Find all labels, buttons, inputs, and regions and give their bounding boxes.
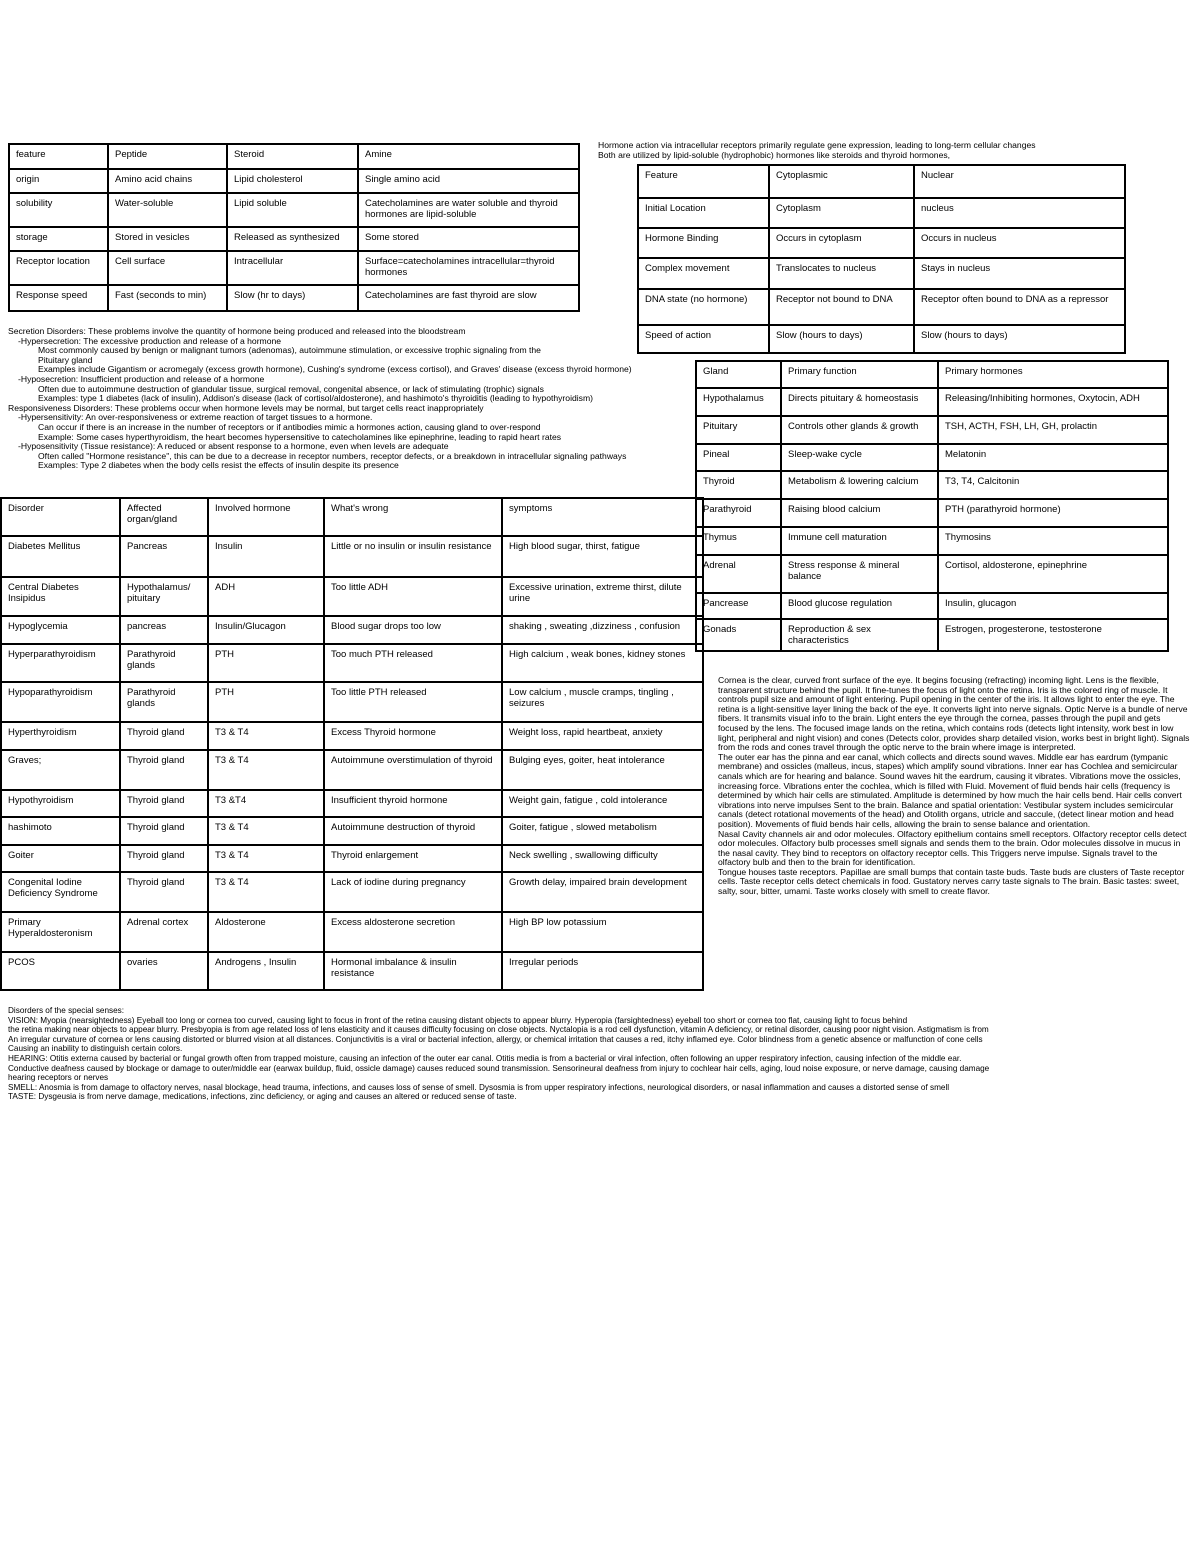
table-cell: Thyroid gland (120, 722, 208, 750)
table-cell: Lipid soluble (227, 193, 358, 227)
note-line: Pituitary gland (38, 354, 93, 365)
receptor-row (638, 228, 1125, 258)
table-cell: Releasing/Inhibiting hormones, Oxytocin, ADH (938, 388, 1168, 416)
table-cell: Autoimmune destruction of thyroid (324, 817, 502, 845)
disorder-row (1, 872, 703, 912)
table-cell: Slow (hours to days) (914, 325, 1125, 353)
table-cell: Insufficient thyroid hormone (324, 790, 502, 817)
table-cell: ovaries (120, 952, 208, 990)
disorder-note-line: hearing receptors or nerves (8, 1073, 109, 1083)
table-cell: PCOS (1, 952, 120, 990)
table-cell: High blood sugar, thirst, fatigue (502, 536, 703, 577)
table-cell: Surface=catecholamines intracellular=thyroid hormones (358, 251, 579, 285)
table-cell: Fast (seconds to min) (108, 285, 227, 311)
table-cell: Excessive urination, extreme thirst, dilute urine (502, 577, 703, 616)
disorder-note-line: Disorders of the special senses: (8, 1006, 125, 1015)
table-cell: Initial Location (638, 198, 769, 228)
gland-row (696, 471, 1168, 499)
table-cell: pancreas (120, 616, 208, 644)
table-cell: Hormonal imbalance & insulin resistance (324, 952, 502, 990)
table-cell: Insulin/Glucagon (208, 616, 324, 644)
table-cell: Complex movement (638, 258, 769, 289)
table-cell: Some stored (358, 227, 579, 251)
table-cell: Bulging eyes, goiter, heat intolerance (502, 750, 703, 790)
table-cell: Cytoplasm (769, 198, 914, 228)
table-cell: Response speed (9, 285, 108, 311)
gland-row (696, 444, 1168, 471)
table-cell: nucleus (914, 198, 1125, 228)
table-cell: PTH (208, 644, 324, 682)
table-cell: Thyroid gland (120, 817, 208, 845)
table-cell: Immune cell maturation (781, 527, 938, 555)
receptor-intro (598, 141, 1198, 160)
hormone-row (9, 251, 579, 285)
note-line: Examples: type 1 diabetes (lack of insulin), Addison's disease (lack of cortisol/aldosterone), and hashimoto's thyroiditis (leading to hypothyroidism) (38, 393, 593, 404)
gland-row-header (696, 361, 1168, 388)
table-cell: Excess aldosterone secretion (324, 912, 502, 952)
table-cell: Metabolism & lowering calcium (781, 471, 938, 499)
table-cell: Stored in vesicles (108, 227, 227, 251)
table-cell: Adrenal (696, 555, 781, 593)
table-cell: Reproduction & sex characteristics (781, 619, 938, 651)
gland-row (696, 555, 1168, 593)
table-cell: Sleep-wake cycle (781, 444, 938, 471)
table-cell: Slow (hours to days) (769, 325, 914, 353)
table-cell: Hormone Binding (638, 228, 769, 258)
table-cell: Primary Hyperaldosteronism (1, 912, 120, 952)
table-cell: solubility (9, 193, 108, 227)
disorder-row (1, 790, 703, 817)
table-cell: PTH (parathyroid hormone) (938, 499, 1168, 527)
table-cell: Melatonin (938, 444, 1168, 471)
table-cell: origin (9, 169, 108, 193)
column-header: Cytoplasmic (769, 165, 914, 198)
table-cell: Parathyroid glands (120, 644, 208, 682)
disorder-note-line: SMELL: Anosmia is from damage to olfactory nerves, nasal blockage, head trauma, infections, and causes loss of sense of smell. Dysosmia is from upper respiratory infections, neurological disorders, or nasal inflammation and causes a distorted sense of smell (8, 1082, 950, 1092)
gland-row (696, 619, 1168, 651)
column-header: Involved hormone (208, 498, 324, 536)
table-cell: Hypoparathyroidism (1, 682, 120, 722)
table-cell: Excess Thyroid hormone (324, 722, 502, 750)
table-cell: Directs pituitary & homeostasis (781, 388, 938, 416)
table-cell: Intracellular (227, 251, 358, 285)
hormone-row (9, 227, 579, 251)
table-cell: High BP low potassium (502, 912, 703, 952)
note-line: Responsiveness Disorders: These problems occur when hormone levels may be normal, but target cells react inappropriately (8, 402, 484, 413)
table-cell: Amino acid chains (108, 169, 227, 193)
note-line: Examples: Type 2 diabetes when the body cells resist the effects of insulin despite its presence (38, 460, 399, 471)
table-cell: Goiter (1, 845, 120, 872)
table-cell: Pancrease (696, 593, 781, 619)
table-cell: Too little ADH (324, 577, 502, 616)
receptor-intro-line: Hormone action via intracellular receptors primarily regulate gene expression, leading to long-term cellular changes (598, 140, 1036, 150)
table-cell: Weight gain, fatigue , cold intolerance (502, 790, 703, 817)
hormone-row-header (9, 144, 579, 169)
senses-paragraph: Nasal Cavity channels air and odor molecules. Olfactory epithelium contains smell receptors. Olfactory receptor cells detect odor molecules. Olfactory bulb processes smell signals and sends them to the brain. Odor molecules dissolve in mucus in the nasal cavity. They bind to receptors on olfactory receptor cells. This Triggers nerve impulse. Signals travel to the olfactory bulb and then to the brain for identification. (718, 828, 1187, 868)
disorder-row (1, 577, 703, 616)
table-cell: Goiter, fatigue , slowed metabolism (502, 817, 703, 845)
disorder-row (1, 845, 703, 872)
column-header: Steroid (227, 144, 358, 169)
column-header: Peptide (108, 144, 227, 169)
table-cell: Insulin, glucagon (938, 593, 1168, 619)
table-cell: Diabetes Mellitus (1, 536, 120, 577)
column-header: symptoms (502, 498, 703, 536)
note-line: Often called "Hormone resistance", this can be due to a decrease in receptor numbers, receptor defects, or a breakdown in intracellular signaling pathways (38, 450, 627, 461)
column-header: Disorder (1, 498, 120, 536)
receptor-row (638, 198, 1125, 228)
table-cell: Too little PTH released (324, 682, 502, 722)
column-header: Primary function (781, 361, 938, 388)
table-cell: Blood glucose regulation (781, 593, 938, 619)
senses-paragraph: Cornea is the clear, curved front surface of the eye. It begins focusing (refracting) incoming light. Lens is the flexible, transparent structure behind the pupil. It fine-tunes the focus of light onto the retina. Iris is the colored ring of muscle. It controls pupil size and amount of light entering. Pupil opening in the center of the iris. It allows light to enter the eye. The retina is a light-sensitive layer lining the back of the eye. It converts light into nerve signals. Optic Nerve is a bundle of nerve fibers. It transmits visual info to the brain. Light enters the eye through the cornea, passes through the pupil and gets focused by the lens. The focused image lands on the retina, which contains rods (detects light intensity, work best in low light, peripheral and night vision) and cones (Detects color, provides sharp detailed vision, works best in bright light). Signals from the rods and cones travel through the optic nerve to the brain where image is interpreted. (718, 675, 1190, 753)
table-cell: Receptor not bound to DNA (769, 289, 914, 325)
disorder-note-line: the retina making near objects to appear blurry. Presbyopia is from age related loss of lens elasticity and it causes difficulty focusing on close objects. Nyctalopia is a rod cell dysfunction, vitamin A deficiency, or retinal disorder, causing poor night vision. Astigmatism is from (8, 1025, 989, 1035)
gland-row (696, 499, 1168, 527)
column-header: Nuclear (914, 165, 1125, 198)
table-cell: Thyroid gland (120, 750, 208, 790)
table-cell: T3 & T4 (208, 722, 324, 750)
table-cell: TSH, ACTH, FSH, LH, GH, prolactin (938, 416, 1168, 444)
disorder-row-header (1, 498, 703, 536)
table-cell: storage (9, 227, 108, 251)
table-cell: Estrogen, progesterone, testosterone (938, 619, 1168, 651)
disorder-row (1, 952, 703, 990)
table-cell: Hyperparathyroidism (1, 644, 120, 682)
table-cell: Stays in nucleus (914, 258, 1125, 289)
table-cell: Slow (hr to days) (227, 285, 358, 311)
table-cell: Androgens , Insulin (208, 952, 324, 990)
table-cell: Low calcium , muscle cramps, tingling , seizures (502, 682, 703, 722)
disorder-note-line: Causing an inability to distinguish certain colors. (8, 1044, 183, 1054)
note-line: -Hyposensitivity (Tissue resistance): A reduced or absent response to a hormone, even when levels are adequate (18, 441, 449, 452)
disorder-row (1, 682, 703, 722)
table-cell: Pituitary (696, 416, 781, 444)
table-cell: Hypothalamus/ pituitary (120, 577, 208, 616)
special-senses-notes (718, 676, 1190, 897)
note-line: -Hypersecretion: The excessive production and release of a hormone (18, 335, 282, 346)
receptor-row-header (638, 165, 1125, 198)
disorder-row (1, 536, 703, 577)
table-cell: Speed of action (638, 325, 769, 353)
receptor-row (638, 289, 1125, 325)
disorder-row (1, 817, 703, 845)
senses-paragraph: The outer ear has the pinna and ear canal, which collects and directs sound waves. Middle ear has eardrum (tympanic membrane) and ossicles (malleus, incus, stapes) which amplify sound vibrations. Inner ear has Cochlea and semicircular canals which are for hearing and balance. Sound waves hit the eardrum, causing it vibrates. Vibrations move the ossicles, increasing force. Vibrations enter the cochlea, which is filled with Fluid. Movement of fluid bends hair cells (frequency is determined by which hair cells are stimulated. Amplitude is determined by how much the hair cells bend. Hair cells convert vibrations into nerve impulses Sent to the brain. Balance and spatial orientation: Vestibular system includes semicircular canals (detect rotational movements of the head) and Otolith organs, utricle and saccule, (detect linear motion and head position). Movements of fluid bends hair cells, allowing the brain to sense balance and orientation. (718, 751, 1182, 829)
table-cell: Occurs in cytoplasm (769, 228, 914, 258)
table-cell: Blood sugar drops too low (324, 616, 502, 644)
table-cell: Aldosterone (208, 912, 324, 952)
receptor-table (637, 164, 1126, 354)
table-cell: T3 & T4 (208, 845, 324, 872)
table-cell: Thyroid enlargement (324, 845, 502, 872)
table-cell: Translocates to nucleus (769, 258, 914, 289)
table-cell: Parathyroid glands (120, 682, 208, 722)
table-cell: Hypothyroidism (1, 790, 120, 817)
table-cell: Thyroid gland (120, 845, 208, 872)
table-cell: Thyroid gland (120, 872, 208, 912)
disorder-note-line: An irregular curvature of cornea or lens causing distorted or blurred vision at all distances. Conjunctivitis is a viral or bacterial infection, allergy, or chemical irritation that causes a red, itchy inflamed eye. Color blindness from a genetic absence or malfunction of cone cells (8, 1034, 983, 1044)
table-cell: Catecholamines are water soluble and thyroid hormones are lipid-soluble (358, 193, 579, 227)
table-cell: ADH (208, 577, 324, 616)
table-cell: Cell surface (108, 251, 227, 285)
gland-row (696, 527, 1168, 555)
secretion-disorders-notes (8, 327, 668, 471)
disorder-row (1, 644, 703, 682)
table-cell: Little or no insulin or insulin resistance (324, 536, 502, 577)
table-cell: Stress response & mineral balance (781, 555, 938, 593)
column-header: Feature (638, 165, 769, 198)
table-cell: Thymosins (938, 527, 1168, 555)
table-cell: Hyperthyroidism (1, 722, 120, 750)
column-header: Affected organ/gland (120, 498, 208, 536)
table-cell: Weight loss, rapid heartbeat, anxiety (502, 722, 703, 750)
note-line: Often due to autoimmune destruction of glandular tissue, surgical removal, congenital absence, or lack of stimulating (trophic) signals (38, 383, 544, 394)
receptor-intro-line: Both are utilized by lipid-soluble (hydrophobic) hormones like steroids and thyroid hormones, (598, 149, 951, 160)
hormone-row (9, 285, 579, 311)
receptor-row (638, 325, 1125, 353)
table-cell: T3 & T4 (208, 872, 324, 912)
table-cell: Congenital Iodine Deficiency Syndrome (1, 872, 120, 912)
hormone-types-table (8, 143, 580, 312)
hormone-row (9, 169, 579, 193)
table-cell: Insulin (208, 536, 324, 577)
note-line: Secretion Disorders: These problems involve the quantity of hormone being produced and released into the bloodstream (8, 326, 466, 336)
disorder-note-line: VISION: Myopia (nearsightedness) Eyeball too long or cornea too curved, causing light to focus in front of the retina causing distant objects to appear blurry. Hyperopia (farsightedness) eyeball too short or cornea too flat, causing light to focus behind (8, 1015, 908, 1025)
table-cell: High calcium , weak bones, kidney stones (502, 644, 703, 682)
table-cell: Raising blood calcium (781, 499, 938, 527)
table-cell: Receptor often bound to DNA as a repressor (914, 289, 1125, 325)
table-cell: Adrenal cortex (120, 912, 208, 952)
table-cell: Water-soluble (108, 193, 227, 227)
special-senses-disorders (8, 1006, 1194, 1102)
table-cell: Lipid cholesterol (227, 169, 358, 193)
glands-table (695, 360, 1169, 652)
table-cell: Graves; (1, 750, 120, 790)
table-cell: Controls other glands & growth (781, 416, 938, 444)
column-header: Primary hormones (938, 361, 1168, 388)
table-cell: Hypothalamus (696, 388, 781, 416)
column-header: Amine (358, 144, 579, 169)
disorder-row (1, 750, 703, 790)
table-cell: Hypoglycemia (1, 616, 120, 644)
table-cell: Catecholamines are fast thyroid are slow (358, 285, 579, 311)
disorder-row (1, 616, 703, 644)
table-cell: T3 & T4 (208, 750, 324, 790)
table-cell: Pineal (696, 444, 781, 471)
gland-row (696, 388, 1168, 416)
table-cell: Irregular periods (502, 952, 703, 990)
disorder-row (1, 722, 703, 750)
column-header: Gland (696, 361, 781, 388)
receptor-row (638, 258, 1125, 289)
column-header: What's wrong (324, 498, 502, 536)
table-cell: Occurs in nucleus (914, 228, 1125, 258)
column-header: feature (9, 144, 108, 169)
table-cell: Released as synthesized (227, 227, 358, 251)
table-cell: DNA state (no hormone) (638, 289, 769, 325)
hormone-row (9, 193, 579, 227)
table-cell: Central Diabetes Insipidus (1, 577, 120, 616)
table-cell: Pancreas (120, 536, 208, 577)
table-cell: PTH (208, 682, 324, 722)
disorder-note-line: HEARING: Otitis externa caused by bacterial or fungal growth often from trapped moisture, causing an infection of the outer ear canal. Otitis media is from a bacterial or viral infection, often following an upper respiratory infection, causing infection of the middle ear. (8, 1053, 962, 1063)
endocrine-disorders-table (0, 497, 704, 991)
gland-row (696, 416, 1168, 444)
table-cell: Growth delay, impaired brain development (502, 872, 703, 912)
disorder-note-line: TASTE: Dysgeusia is from nerve damage, medications, infections, zinc deficiency, or aging and causes an altered or reduced sense of taste. (8, 1092, 517, 1102)
note-line: Examples include Gigantism or acromegaly (excess growth hormone), Cushing's syndrome (excess cortisol), and Graves' disease (excess thyroid hormone) (38, 364, 632, 375)
table-cell: shaking , sweating ,dizziness , confusion (502, 616, 703, 644)
table-cell: T3 &T4 (208, 790, 324, 817)
note-line: -Hypersensitivity: An over-responsiveness or extreme reaction of target tissues to a hormone. (18, 412, 373, 423)
table-cell: Parathyroid (696, 499, 781, 527)
senses-paragraph: Tongue houses taste receptors. Papillae are small bumps that contain taste buds. Taste buds are clusters of Taste receptor cells. Taste receptor cells detect chemicals in food. Gustatory nerves carry taste signals to The brain. Basic tastes: sweet, salty, sour, bitter, umami. Taste works closely with smell to create flavor. (718, 866, 1185, 897)
table-cell: T3, T4, Calcitonin (938, 471, 1168, 499)
disorder-note-line: Conductive deafness caused by blockage or damage to outer/middle ear (earwax buildup, fluid, ossicle damage) causes reduced sound transmission. Sensorineural deafness from injury to cochlear hair cells, aging, loud noise exposure, or nerve damage, causing damage (8, 1063, 990, 1073)
note-line: Example: Some cases hyperthyroidism, the heart becomes hypersensitive to catecholamines like epinephrine, leading to rapid heart rates (38, 431, 562, 442)
gland-row (696, 593, 1168, 619)
table-cell: hashimoto (1, 817, 120, 845)
note-line: Can occur if there is an increase in the number of receptors or if antibodies mimic a hormones action, causing gland to over-respond (38, 421, 541, 432)
table-cell: Receptor location (9, 251, 108, 285)
table-cell: Autoimmune overstimulation of thyroid (324, 750, 502, 790)
table-cell: Gonads (696, 619, 781, 651)
table-cell: Thyroid (696, 471, 781, 499)
table-cell: T3 & T4 (208, 817, 324, 845)
disorder-row (1, 912, 703, 952)
table-cell: Thyroid gland (120, 790, 208, 817)
table-cell: Lack of iodine during pregnancy (324, 872, 502, 912)
table-cell: Too much PTH released (324, 644, 502, 682)
table-cell: Neck swelling , swallowing difficulty (502, 845, 703, 872)
table-cell: Cortisol, aldosterone, epinephrine (938, 555, 1168, 593)
note-line: -Hyposecretion: Insufficient production and release of a hormone (18, 373, 265, 384)
note-line: Most commonly caused by benign or malignant tumors (adenomas), autoimmune stimulation, or excessive trophic signaling from the (38, 345, 541, 356)
table-cell: Thymus (696, 527, 781, 555)
table-cell: Single amino acid (358, 169, 579, 193)
